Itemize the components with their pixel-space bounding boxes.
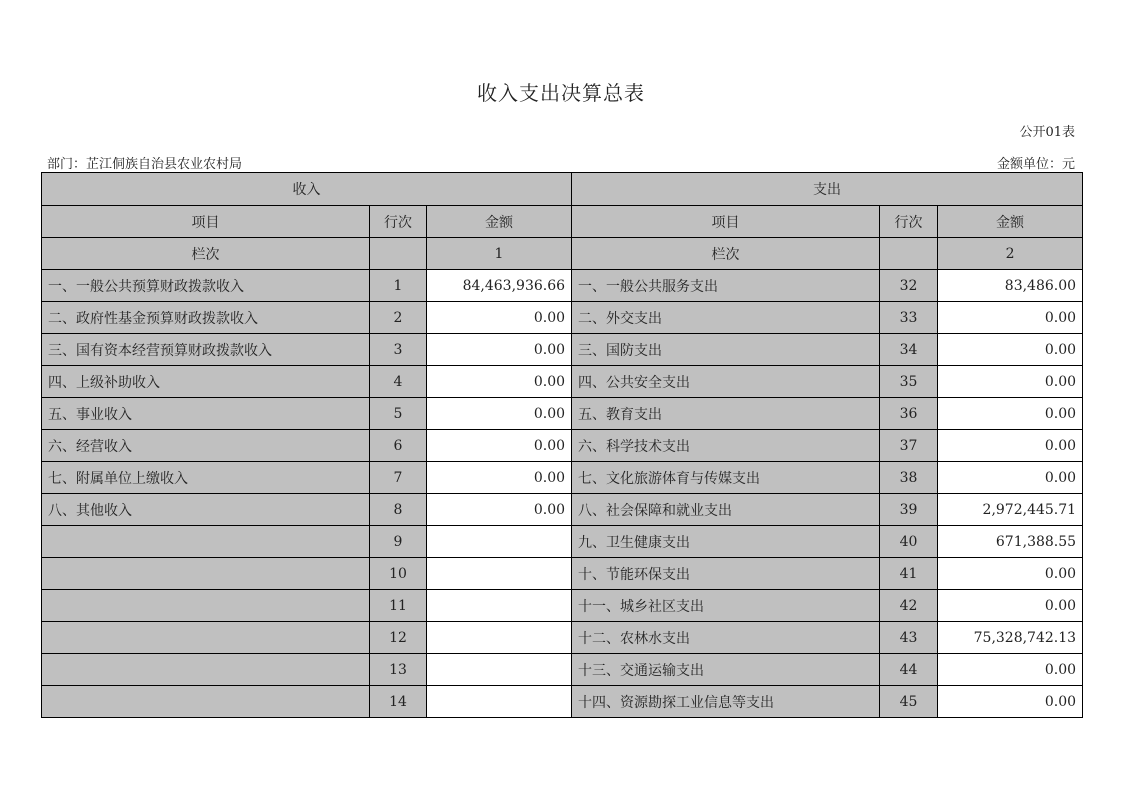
table-row xyxy=(42,366,1083,398)
expense-line-cell: 44 xyxy=(880,654,938,686)
amount-unit-label: 金额单位：元 xyxy=(996,157,1075,172)
expense-amount-cell: 0.00 xyxy=(938,430,1083,462)
income-item-cell xyxy=(42,622,370,654)
expense-line-cell: 40 xyxy=(880,526,938,558)
income-line-cell: 8 xyxy=(370,494,427,526)
table-row xyxy=(42,686,1083,718)
income-amount-cell xyxy=(427,622,572,654)
expense-line-cell: 42 xyxy=(880,590,938,622)
income-amount-cell xyxy=(427,526,572,558)
expense-item-cell: 七、文化旅游体育与传媒支出 xyxy=(572,462,880,494)
expense-item-cell: 九、卫生健康支出 xyxy=(572,526,880,558)
table-row xyxy=(42,398,1083,430)
expense-item-cell: 十二、农林水支出 xyxy=(572,622,880,654)
table-row xyxy=(42,526,1083,558)
income-amount-cell: 0.00 xyxy=(427,430,572,462)
expense-amount-cell: 2,972,445.71 xyxy=(938,494,1083,526)
expense-header: 支出 xyxy=(572,173,1083,206)
income-item-cell xyxy=(42,590,370,622)
expense-line-cell: 45 xyxy=(880,686,938,718)
income-item-cell: 七、附属单位上缴收入 xyxy=(42,462,370,494)
table-row xyxy=(42,462,1083,494)
table-row xyxy=(42,270,1083,302)
income-line-cell: 4 xyxy=(370,366,427,398)
income-amount-cell: 0.00 xyxy=(427,462,572,494)
expense-item-cell: 三、国防支出 xyxy=(572,334,880,366)
income-amount-cell xyxy=(427,558,572,590)
expense-column-number: 2 xyxy=(938,238,1083,270)
income-column-number: 1 xyxy=(427,238,572,270)
income-line-cell: 11 xyxy=(370,590,427,622)
expense-line-cell: 35 xyxy=(880,366,938,398)
expense-amount-cell: 671,388.55 xyxy=(938,526,1083,558)
expense-amount-cell: 0.00 xyxy=(938,462,1083,494)
income-line-cell: 10 xyxy=(370,558,427,590)
income-item-cell: 六、经营收入 xyxy=(42,430,370,462)
expense-amount-header: 金额 xyxy=(938,206,1083,238)
income-line-cell: 12 xyxy=(370,622,427,654)
table-row xyxy=(42,334,1083,366)
income-amount-cell: 0.00 xyxy=(427,302,572,334)
expense-amount-cell: 0.00 xyxy=(938,302,1083,334)
expense-item-cell: 六、科学技术支出 xyxy=(572,430,880,462)
income-line-header: 行次 xyxy=(370,206,427,238)
expense-item-cell: 五、教育支出 xyxy=(572,398,880,430)
income-amount-cell: 0.00 xyxy=(427,398,572,430)
expense-line-cell: 43 xyxy=(880,622,938,654)
income-amount-cell: 0.00 xyxy=(427,366,572,398)
expense-amount-cell: 0.00 xyxy=(938,590,1083,622)
income-line-cell: 9 xyxy=(370,526,427,558)
income-amount-cell: 0.00 xyxy=(427,334,572,366)
expense-amount-cell: 83,486.00 xyxy=(938,270,1083,302)
table-row xyxy=(42,590,1083,622)
department-label: 部门：芷江侗族自治县农业农村局 xyxy=(47,157,243,172)
table-row xyxy=(42,622,1083,654)
expense-line-cell: 34 xyxy=(880,334,938,366)
income-amount-cell xyxy=(427,686,572,718)
expense-line-cell: 32 xyxy=(880,270,938,302)
income-line-cell: 5 xyxy=(370,398,427,430)
expense-item-cell: 八、社会保障和就业支出 xyxy=(572,494,880,526)
expense-item-cell: 十三、交通运输支出 xyxy=(572,654,880,686)
expense-line-header: 行次 xyxy=(880,206,938,238)
expense-item-cell: 四、公共安全支出 xyxy=(572,366,880,398)
income-line-cell: 14 xyxy=(370,686,427,718)
expense-column-label: 栏次 xyxy=(572,238,880,270)
income-item-cell: 四、上级补助收入 xyxy=(42,366,370,398)
expense-item-cell: 十一、城乡社区支出 xyxy=(572,590,880,622)
income-amount-cell: 84,463,936.66 xyxy=(427,270,572,302)
page-title: 收入支出决算总表 xyxy=(477,81,645,105)
expense-amount-cell: 0.00 xyxy=(938,558,1083,590)
expense-line-cell: 37 xyxy=(880,430,938,462)
income-amount-header: 金额 xyxy=(427,206,572,238)
expense-amount-cell: 75,328,742.13 xyxy=(938,622,1083,654)
table-row xyxy=(42,430,1083,462)
form-number: 公开01表 xyxy=(1019,125,1075,140)
expense-line-cell: 33 xyxy=(880,302,938,334)
income-item-cell: 五、事业收入 xyxy=(42,398,370,430)
income-line-cell: 13 xyxy=(370,654,427,686)
income-column-label: 栏次 xyxy=(42,238,370,270)
income-line-cell: 2 xyxy=(370,302,427,334)
expense-amount-cell: 0.00 xyxy=(938,398,1083,430)
table-row xyxy=(42,302,1083,334)
expense-amount-cell: 0.00 xyxy=(938,686,1083,718)
income-amount-cell xyxy=(427,590,572,622)
table-row xyxy=(42,558,1083,590)
expense-item-header: 项目 xyxy=(572,206,880,238)
income-expense-table xyxy=(41,172,1083,718)
income-column-line-blank xyxy=(370,238,427,270)
income-line-cell: 1 xyxy=(370,270,427,302)
income-item-cell: 二、政府性基金预算财政拨款收入 xyxy=(42,302,370,334)
expense-item-cell: 十四、资源勘探工业信息等支出 xyxy=(572,686,880,718)
expense-amount-cell: 0.00 xyxy=(938,366,1083,398)
income-item-cell: 八、其他收入 xyxy=(42,494,370,526)
expense-item-cell: 一、一般公共服务支出 xyxy=(572,270,880,302)
expense-amount-cell: 0.00 xyxy=(938,334,1083,366)
income-item-cell xyxy=(42,526,370,558)
income-item-cell xyxy=(42,558,370,590)
income-line-cell: 7 xyxy=(370,462,427,494)
income-line-cell: 6 xyxy=(370,430,427,462)
expense-column-line-blank xyxy=(880,238,938,270)
expense-line-cell: 39 xyxy=(880,494,938,526)
income-line-cell: 3 xyxy=(370,334,427,366)
income-amount-cell: 0.00 xyxy=(427,494,572,526)
income-item-cell: 一、一般公共预算财政拨款收入 xyxy=(42,270,370,302)
expense-line-cell: 38 xyxy=(880,462,938,494)
expense-line-cell: 36 xyxy=(880,398,938,430)
income-item-header: 项目 xyxy=(42,206,370,238)
expense-item-cell: 十、节能环保支出 xyxy=(572,558,880,590)
table-row xyxy=(42,494,1083,526)
income-amount-cell xyxy=(427,654,572,686)
table-row xyxy=(42,654,1083,686)
income-item-cell xyxy=(42,686,370,718)
expense-amount-cell: 0.00 xyxy=(938,654,1083,686)
income-item-cell xyxy=(42,654,370,686)
expense-line-cell: 41 xyxy=(880,558,938,590)
income-item-cell: 三、国有资本经营预算财政拨款收入 xyxy=(42,334,370,366)
income-header: 收入 xyxy=(42,173,572,206)
expense-item-cell: 二、外交支出 xyxy=(572,302,880,334)
